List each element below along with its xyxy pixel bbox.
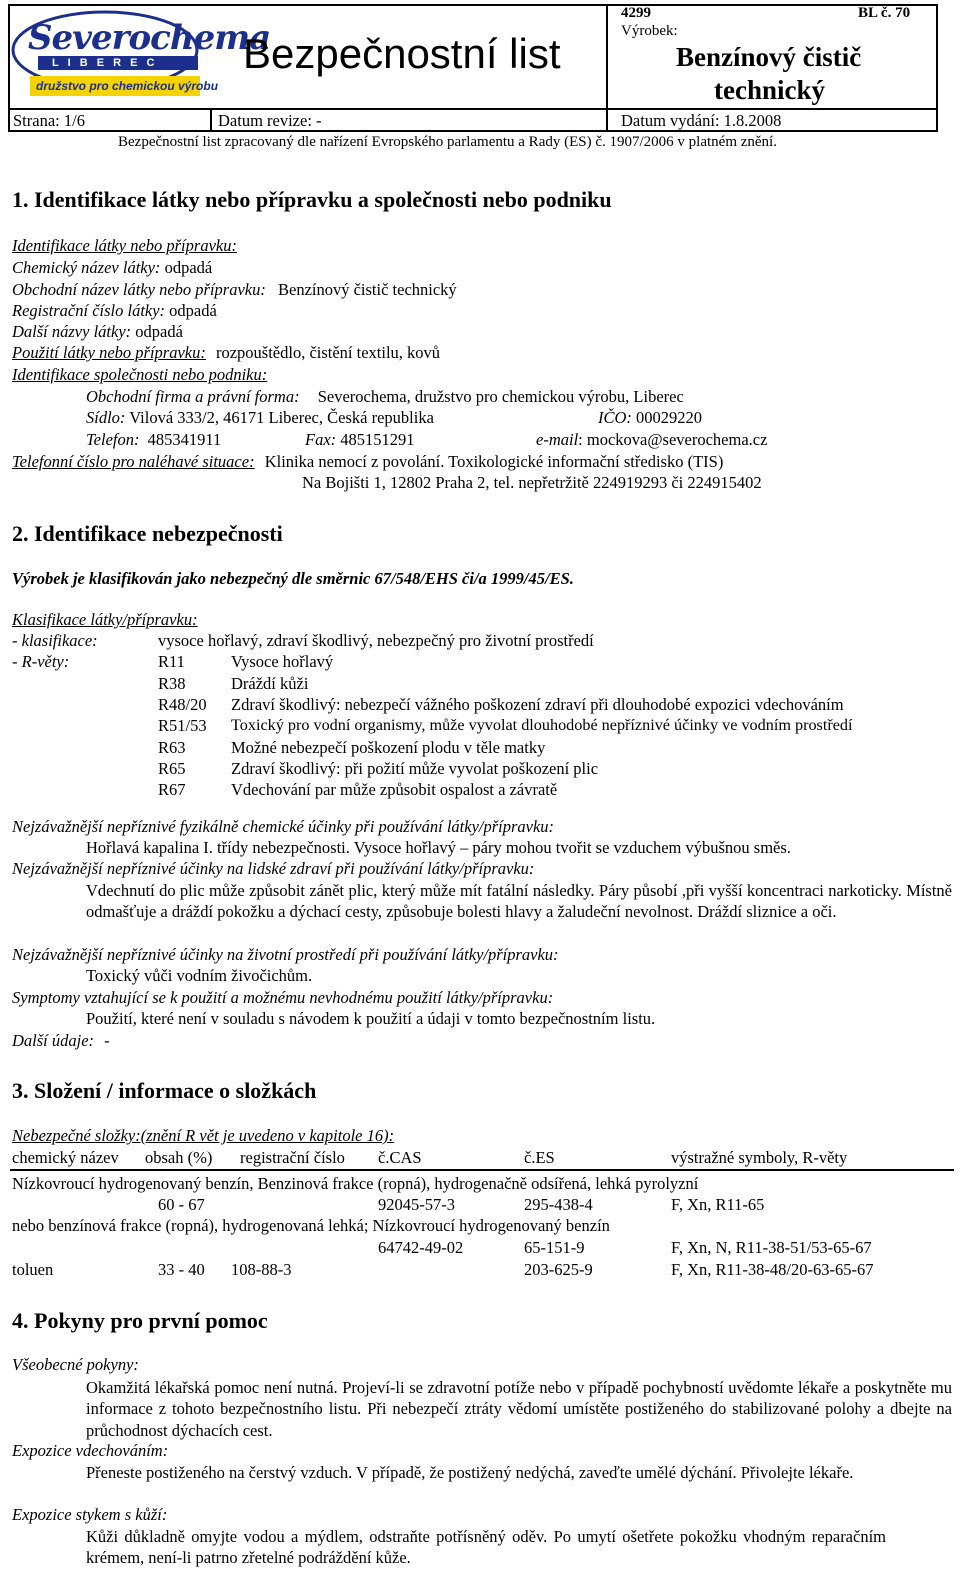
other-names-label: Další názvy látky:	[12, 322, 132, 341]
company-ident-label: Identifikace společnosti nebo podniku:	[12, 365, 268, 384]
inhalation-label: Expozice vdechováním:	[12, 1441, 169, 1460]
company-logo	[10, 6, 271, 104]
component-1-content: 60 - 67	[158, 1195, 205, 1214]
component-1-cas: 92045-57-3	[378, 1195, 455, 1214]
r-phrases-label: - R-věty:	[12, 652, 70, 671]
header-border-bottom	[8, 130, 938, 132]
product-name-line2: technický	[714, 75, 825, 105]
header-border-right	[936, 4, 938, 132]
r-phrase-text: Zdraví škodlivý: nebezpečí vážného poškození zdraví při dlouhodobé expozici vdechováním	[231, 695, 844, 714]
component-2-es: 65-151-9	[524, 1238, 585, 1257]
component-2-name: nebo benzínová frakce (ropná), hydrogenovaná lehká; Nízkovroucí hydrogenovaný benzín	[12, 1216, 610, 1235]
component-3-content: 33 - 40	[158, 1260, 205, 1279]
column-header: č.ES	[524, 1148, 555, 1167]
emergency-value-line1: Klinika nemocí z povolání. Toxikologické informační středisko (TIS)	[264, 452, 724, 471]
logo-brand-text: Severochema	[28, 18, 271, 58]
inhalation-text: Přeneste postiženého na čerstvý vzduch. V případě, že postižený nedýchá, zaveďte umělé dýchání. Přivolejte lékaře.	[86, 1463, 854, 1482]
phys-effects-text: Hořlavá kapalina I. třídy nebezpečnosti. Vysoce hořlavý – páry mohou tvořit se vzduchem výbušnou směs.	[86, 838, 791, 857]
r-phrase-text: Možné nebezpečí poškození plodu v těle matky	[231, 738, 546, 757]
seat-label: Sídlo:	[86, 408, 126, 427]
component-1-symbols: F, Xn, R11-65	[671, 1195, 765, 1214]
chem-name-label: Chemický název látky:	[12, 258, 161, 277]
fax-label: Fax:	[305, 430, 337, 449]
firm-row	[86, 387, 684, 407]
logo-city-text: L I B E R E C	[52, 57, 158, 69]
page-number: Strana: 1/6	[13, 111, 85, 130]
fax-value: 485151291	[340, 430, 415, 449]
r-phrase-code: R11	[158, 652, 185, 671]
ico-label: IČO:	[598, 408, 632, 427]
class-label: - klasifikace:	[12, 631, 98, 650]
other-names-row	[12, 322, 183, 342]
reg-number-value: odpadá	[169, 301, 217, 320]
column-header: chemický název	[12, 1148, 119, 1167]
emergency-value-line2: Na Bojišti 1, 12802 Praha 2, tel. nepřetržitě 224919293 či 224915402	[302, 473, 762, 492]
trade-name-value: Benzínový čistič technický	[277, 280, 457, 299]
component-3-name: toluen	[12, 1260, 54, 1279]
fax-row	[305, 430, 415, 450]
human-effects-label: Nejzávažnější nepříznivé účinky na lidské zdraví při používání látky/přípravku:	[12, 859, 535, 878]
r-phrase-code: R48/20	[158, 695, 207, 714]
skin-contact-label: Expozice stykem s kůží:	[12, 1505, 168, 1524]
email-label: e-mail	[536, 430, 579, 449]
trade-name-row	[12, 280, 457, 300]
r-phrase-code: R63	[158, 738, 186, 757]
emergency-label: Telefonní číslo pro naléhavé situace:	[12, 452, 255, 471]
header-divider-page	[210, 108, 212, 132]
logo-tagline: družstvo pro chemickou výrobu	[36, 79, 219, 93]
phone-row	[86, 430, 221, 450]
section-2-heading: 2. Identifikace nebezpečnosti	[12, 521, 283, 546]
phys-effects-label: Nejzávažnější nepříznivé fyzikálně chemické účinky při používání látky/přípravku:	[12, 817, 555, 836]
column-header: č.CAS	[378, 1148, 422, 1167]
regulation-note: Bezpečnostní list zpracovaný dle nařízení Evropského parlamentu a Rady (ES) č. 1907/2006 v platném znění.	[118, 134, 777, 150]
use-value: rozpouštědlo, čistění textilu, kovů	[215, 343, 441, 362]
product-label: Výrobek:	[621, 23, 678, 39]
reg-number-row	[12, 301, 217, 321]
header-divider-product	[606, 4, 608, 110]
email-value[interactable]: : mockova@severochema.cz	[578, 430, 768, 449]
r-phrase-code: R51/53	[158, 716, 207, 735]
general-instructions-label: Všeobecné pokyny:	[12, 1355, 139, 1374]
further-info-row	[12, 1031, 110, 1051]
further-info-value: -	[104, 1031, 110, 1050]
trade-name-label: Obchodní název látky nebo přípravku:	[12, 280, 266, 299]
env-effects-text: Toxický vůči vodním živočichům.	[86, 966, 313, 985]
classified-statement: Výrobek je klasifikován jako nebezpečný dle směrnic 67/548/EHS či/a 1999/45/ES.	[12, 569, 574, 588]
further-info-label: Další údaje:	[12, 1031, 95, 1050]
revision-date: Datum revize: -	[218, 111, 322, 130]
phone-value: 485341911	[147, 430, 222, 449]
reg-number-label: Registrační číslo látky:	[12, 301, 166, 320]
header-divider-date	[606, 108, 608, 132]
section-1-heading: 1. Identifikace látky nebo přípravku a společnosti nebo podniku	[12, 187, 612, 212]
human-effects-text: Vdechnutí do plic může způsobit zánět plic, který může mít fatální následky. Páry působí ,při vyšší koncentraci narkoticky. Místně odmašťuje a dráždí pokožku a dýchací cesty, způsobuje bolesti hlavy a žaludeční nevolnost. Dráždí sliznice a oči.	[86, 881, 952, 922]
r-phrase-code: R67	[158, 780, 186, 799]
column-header: výstražné symboly, R-věty	[671, 1148, 848, 1167]
ico-row	[598, 408, 702, 428]
r-phrase-text: Vysoce hořlavý	[231, 652, 334, 671]
table-header-rule	[10, 1169, 954, 1171]
r-phrase-text: Zdraví škodlivý: při požití může vyvolat poškození plic	[231, 759, 599, 778]
product-name-line1: Benzínový čistič	[676, 42, 862, 72]
r-phrase-text: Vdechování par může způsobit ospalost a závratě	[231, 780, 558, 799]
ico-value: 00029220	[636, 408, 703, 427]
symptoms-text: Použití, které není v souladu s návodem k použití a údaji v tomto bezpečnostním listu.	[86, 1009, 656, 1028]
document-title: Bezpečnostní list	[243, 30, 561, 77]
chem-name-value: odpadá	[164, 258, 213, 277]
ident-label: Identifikace látky nebo přípravku:	[12, 236, 237, 255]
phone-label: Telefon:	[86, 430, 140, 449]
issue-date: Datum vydání: 1.8.2008	[621, 111, 782, 130]
component-2-symbols: F, Xn, N, R11-38-51/53-65-67	[671, 1238, 872, 1257]
seat-value: Vilová 333/2, 46171 Liberec, Česká republika	[129, 408, 434, 427]
symptoms-label: Symptomy vztahující se k použití a možnému nevhodnému použití látky/přípravku:	[12, 988, 554, 1007]
env-effects-label: Nejzávažnější nepříznivé účinky na životní prostředí při používání látky/přípravku:	[12, 945, 559, 964]
header-border-middle	[8, 108, 938, 110]
r-phrase-text: Dráždí kůži	[231, 674, 309, 693]
component-3-symbols: F, Xn, R11-38-48/20-63-65-67	[671, 1260, 874, 1279]
general-instructions-text: Okamžitá lékařská pomoc není nutná. Projeví-li se zdravotní potíže nebo v případě pochybností uvědomte lékaře a poskytněte mu informace z tohoto bezpečnostního listu. Při nebezpečí ztráty vědomí umístěte postiženého do stabilizované polohy a dbejte na průchodnost dýchacích cest.	[86, 1378, 952, 1440]
document-number: 4299	[621, 5, 651, 21]
r-phrase-text: Toxický pro vodní organismy, může vyvolat dlouhodobé nepříznivé účinky ve vodním prostředí	[231, 716, 853, 734]
skin-contact-text: Kůži důkladně omyjte vodou a mýdlem, odstraňte potřísněný oděv. Po umytí ošetřete pokožku vhodným reparačním krémem, není-li patrno zřetelné podráždění kůže.	[86, 1527, 886, 1568]
section-4-heading: 4. Pokyny pro první pomoc	[12, 1308, 268, 1333]
email-row	[536, 430, 767, 450]
firm-value: Severochema, družstvo pro chemickou výrobu, Liberec	[317, 387, 684, 406]
r-phrase-code: R65	[158, 759, 186, 778]
component-3-es: 203-625-9	[524, 1260, 593, 1279]
emergency-row	[12, 452, 723, 472]
firm-label: Obchodní firma a právní forma:	[86, 387, 300, 406]
r-phrase-code: R38	[158, 674, 186, 693]
component-1-name: Nízkovroucí hydrogenovaný benzín, Benzinová frakce (ropná), hydrogenačně odsířená, lehká pyrolyzní	[12, 1174, 699, 1193]
component-1-es: 295-438-4	[524, 1195, 593, 1214]
component-2-cas: 64742-49-02	[378, 1238, 464, 1257]
components-caption: Nebezpečné složky:(znění R vět je uvedeno v kapitole 16):	[12, 1126, 395, 1145]
chem-name-row	[12, 258, 212, 278]
component-3-reg: 108-88-3	[231, 1260, 292, 1279]
other-names-value: odpadá	[135, 322, 183, 341]
column-header: registrační číslo	[240, 1148, 345, 1167]
bl-number: BL č. 70	[858, 5, 911, 21]
use-row	[12, 343, 440, 363]
column-header: obsah (%)	[145, 1148, 213, 1167]
class-value: vysoce hořlavý, zdraví škodlivý, nebezpečný pro životní prostředí	[158, 631, 594, 650]
seat-row	[86, 408, 434, 428]
use-label: Použití látky nebo přípravku:	[12, 343, 206, 362]
section-3-heading: 3. Složení / informace o složkách	[12, 1078, 317, 1103]
class-heading: Klasifikace látky/přípravku:	[12, 610, 198, 629]
